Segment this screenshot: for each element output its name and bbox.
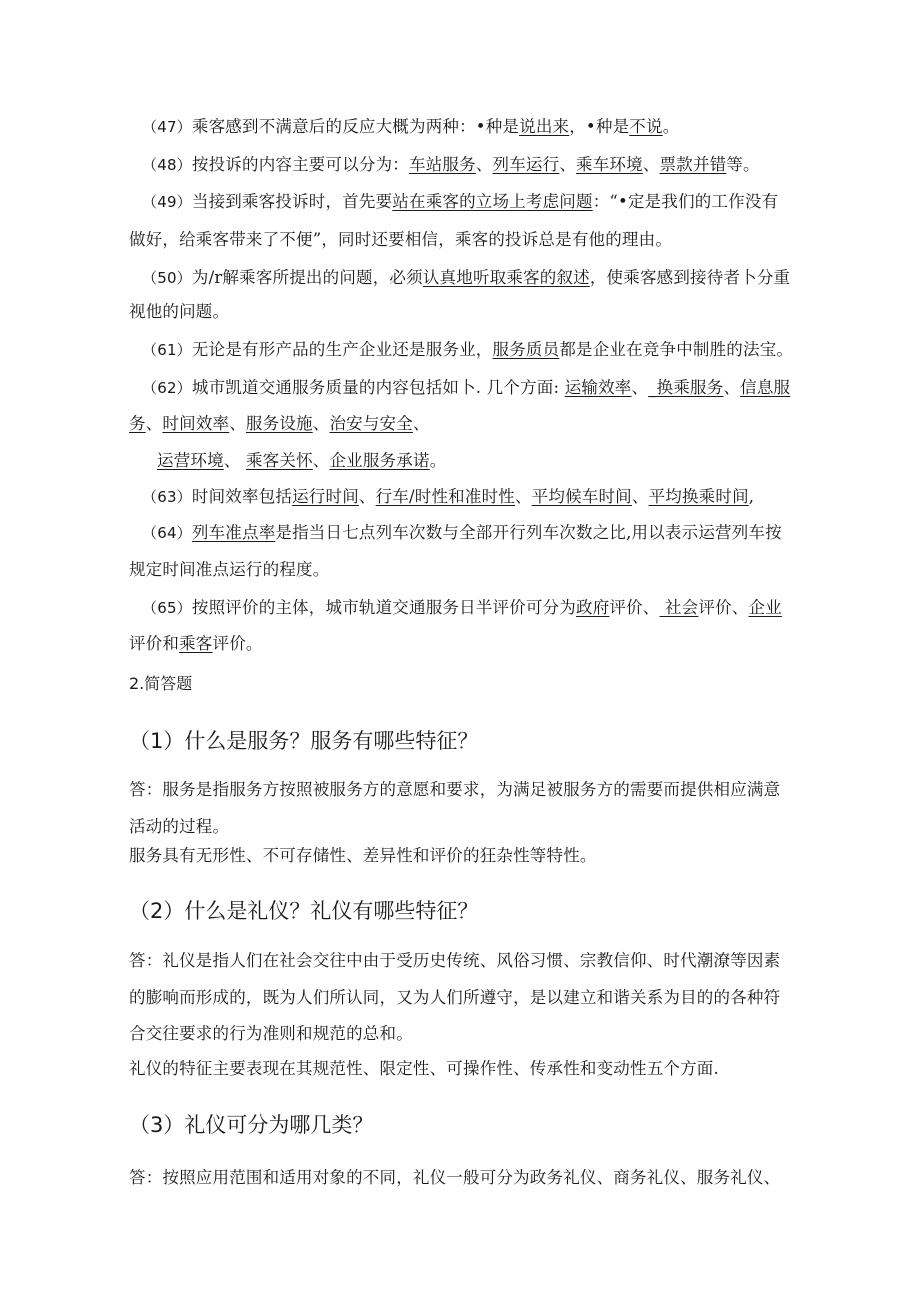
question-title: （2）什么是礼仪？礼仪有哪些特征？ <box>129 899 479 923</box>
text-segment: 、 <box>642 155 660 174</box>
fill-item <box>142 268 790 288</box>
answer-blank: 社会 <box>659 598 699 617</box>
answer-blank: 运营环境 <box>157 451 224 470</box>
answer-blank: 运行时间 <box>292 487 359 506</box>
fill-item-continuation <box>157 451 446 471</box>
answer-line: 活动的过程。 <box>129 817 230 836</box>
text-segment: 、 <box>145 414 163 433</box>
text-segment: 是指当日七点列车次数与全部开行列车次数之比,用以表示运营列车按 <box>275 523 782 542</box>
answer-blank: 列车准点率 <box>191 523 276 542</box>
answer-line: 礼仪的特征主要表现在其规范性、限定性、可操作性、传承性和变动性五个方面. <box>129 1059 719 1078</box>
answer-blank: 运输效率 <box>564 378 632 397</box>
answer-blank: 乘客关怀 <box>245 451 313 470</box>
text-segment: ：“•定是我们的工作没有 <box>592 192 779 211</box>
fill-item-continuation <box>129 634 263 654</box>
answer-blank: 说出来 <box>519 117 570 136</box>
answer-blank: 票款并错 <box>659 155 727 174</box>
fill-item <box>142 155 760 175</box>
answer-line: 答：礼仪是指人们在社会交往中由于受历史传统、风俗习惯、宗教信仰、时代潮潦等因素 <box>129 951 781 970</box>
question-title: （1）什么是服务？服务有哪些特征？ <box>129 729 479 753</box>
text-segment: ，•种是 <box>569 117 630 136</box>
answer-line: 的膨响而形成的，既为人们所认同，又为人们所遵守，是以建立和谐关系为目的的各种符 <box>129 988 781 1007</box>
answer-blank: 乘车环境 <box>576 155 643 174</box>
text-segment: 。 <box>662 117 680 136</box>
item-number: （50） <box>142 269 192 287</box>
item-number: （47） <box>142 118 192 136</box>
fill-item <box>142 378 790 398</box>
text-segment: 评价。 <box>212 634 263 653</box>
answer-line: 合交往要求的行为准则和规范的总和。 <box>129 1024 413 1043</box>
answer-line: 答：按照应用范围和适用对象的不同，礼仪一般可分为政务礼仪、商务礼仪、服务礼仪、 <box>129 1168 781 1187</box>
text-segment: 城市凯道交通服务质量的内容包括如卜. 几个方面: <box>191 378 565 397</box>
answer-blank: 不说 <box>629 117 663 136</box>
answer-blank: 平均换乘时间 <box>648 487 749 506</box>
text-segment: 乘客感到不满意后的反应大概为两种：•种是 <box>191 117 520 136</box>
item-number: （65） <box>142 599 192 617</box>
text-segment: 当接到乘客投诉时，首先要 <box>191 192 393 211</box>
text-segment: ，使乘客感到接待者卜分重 <box>589 268 791 287</box>
text-segment: 、 <box>475 155 493 174</box>
question-title: （3）礼仪可分为哪几类？ <box>129 1113 374 1137</box>
answer-blank: 治安与安全 <box>329 414 413 433</box>
fill-item-continuation <box>129 414 430 434</box>
answer-blank: 站在乘客的立场上考虑问题 <box>392 192 593 211</box>
text-segment: 等。 <box>726 155 760 174</box>
answer-blank: 服务质员 <box>492 340 560 359</box>
fill-item <box>142 340 793 360</box>
text-segment: 、 <box>358 487 376 506</box>
item-number: （48） <box>142 156 192 174</box>
text-segment: , <box>748 487 755 506</box>
text-segment: 、 <box>723 378 741 397</box>
text-segment: 按投诉的内容主要可以分为： <box>191 155 409 174</box>
text-segment: 都是企业在竞争中制胜的法宝。 <box>559 340 794 359</box>
text-segment: 规定时间准点运行的程度。 <box>129 560 330 579</box>
fill-item <box>142 487 754 507</box>
text-segment: 无论是有形产品的生产企业还是服务业， <box>191 340 493 359</box>
text-segment: 、 <box>223 451 246 470</box>
fill-item <box>142 117 679 137</box>
text-segment: 评价、 <box>698 598 749 617</box>
answer-blank: 信息服 <box>740 378 791 397</box>
answer-blank: 时间效率 <box>162 414 230 433</box>
item-number: （49） <box>142 193 192 211</box>
text-segment: 、 <box>312 414 330 433</box>
text-segment: 为/r解乘客所提出的问题，必须 <box>191 268 423 287</box>
text-segment: 评价和 <box>129 634 180 653</box>
answer-blank: 列车运行 <box>492 155 560 174</box>
item-number: （62） <box>142 379 192 397</box>
text-segment: 、 <box>412 414 430 433</box>
fill-item-continuation <box>129 230 672 250</box>
text-segment: 。 <box>429 451 447 470</box>
fill-item-continuation <box>129 302 229 322</box>
fill-item <box>142 192 778 212</box>
text-segment: 、 <box>631 487 649 506</box>
item-number: （61） <box>142 341 192 359</box>
fill-item <box>142 598 782 618</box>
item-number: （64） <box>142 524 192 542</box>
answer-line: 服务具有无形性、不可存储性、差异性和评价的狂杂性等特性。 <box>129 846 597 865</box>
answer-blank: 务 <box>129 414 146 433</box>
answer-blank: 乘客 <box>179 634 213 653</box>
text-segment: 、 <box>631 378 649 397</box>
answer-blank: _换乘服务 <box>648 378 724 397</box>
answer-line: 答：服务是指服务方按照被服务方的意愿和要求，为满足被服务方的需要而提供相应满意 <box>129 780 781 799</box>
answer-blank: 行车/时性和准时性 <box>375 487 515 506</box>
text-segment: 时间效率包括 <box>191 487 293 506</box>
answer-blank: 服务设施 <box>245 414 313 433</box>
text-segment: 、 <box>559 155 577 174</box>
answer-blank: 车站服务 <box>409 155 476 174</box>
answer-blank: 政府 <box>576 598 610 617</box>
text-segment: 、 <box>312 451 330 470</box>
fill-item-continuation <box>129 560 329 580</box>
fill-item <box>142 523 782 543</box>
item-number: （63） <box>142 488 192 506</box>
answer-blank: 认真地听取乘客的叙述 <box>422 268 590 287</box>
text-segment: 视他的问题。 <box>129 302 230 321</box>
text-segment: 评价、 <box>609 598 660 617</box>
section-label: 2.简答题 <box>129 674 193 693</box>
answer-blank: 企业服务承诺 <box>329 451 430 470</box>
answer-blank: 平均候车时间 <box>531 487 632 506</box>
text-segment: 做好，给乘客带来了不便”，同时还要相信，乘客的投诉总是有他的理由。 <box>129 230 673 249</box>
text-segment: 、 <box>229 414 246 433</box>
answer-blank: 企业 <box>748 598 782 617</box>
text-segment: 、 <box>514 487 532 506</box>
text-segment: 按照评价的主体，城市轨道交通服务日半评价可分为 <box>191 598 576 617</box>
